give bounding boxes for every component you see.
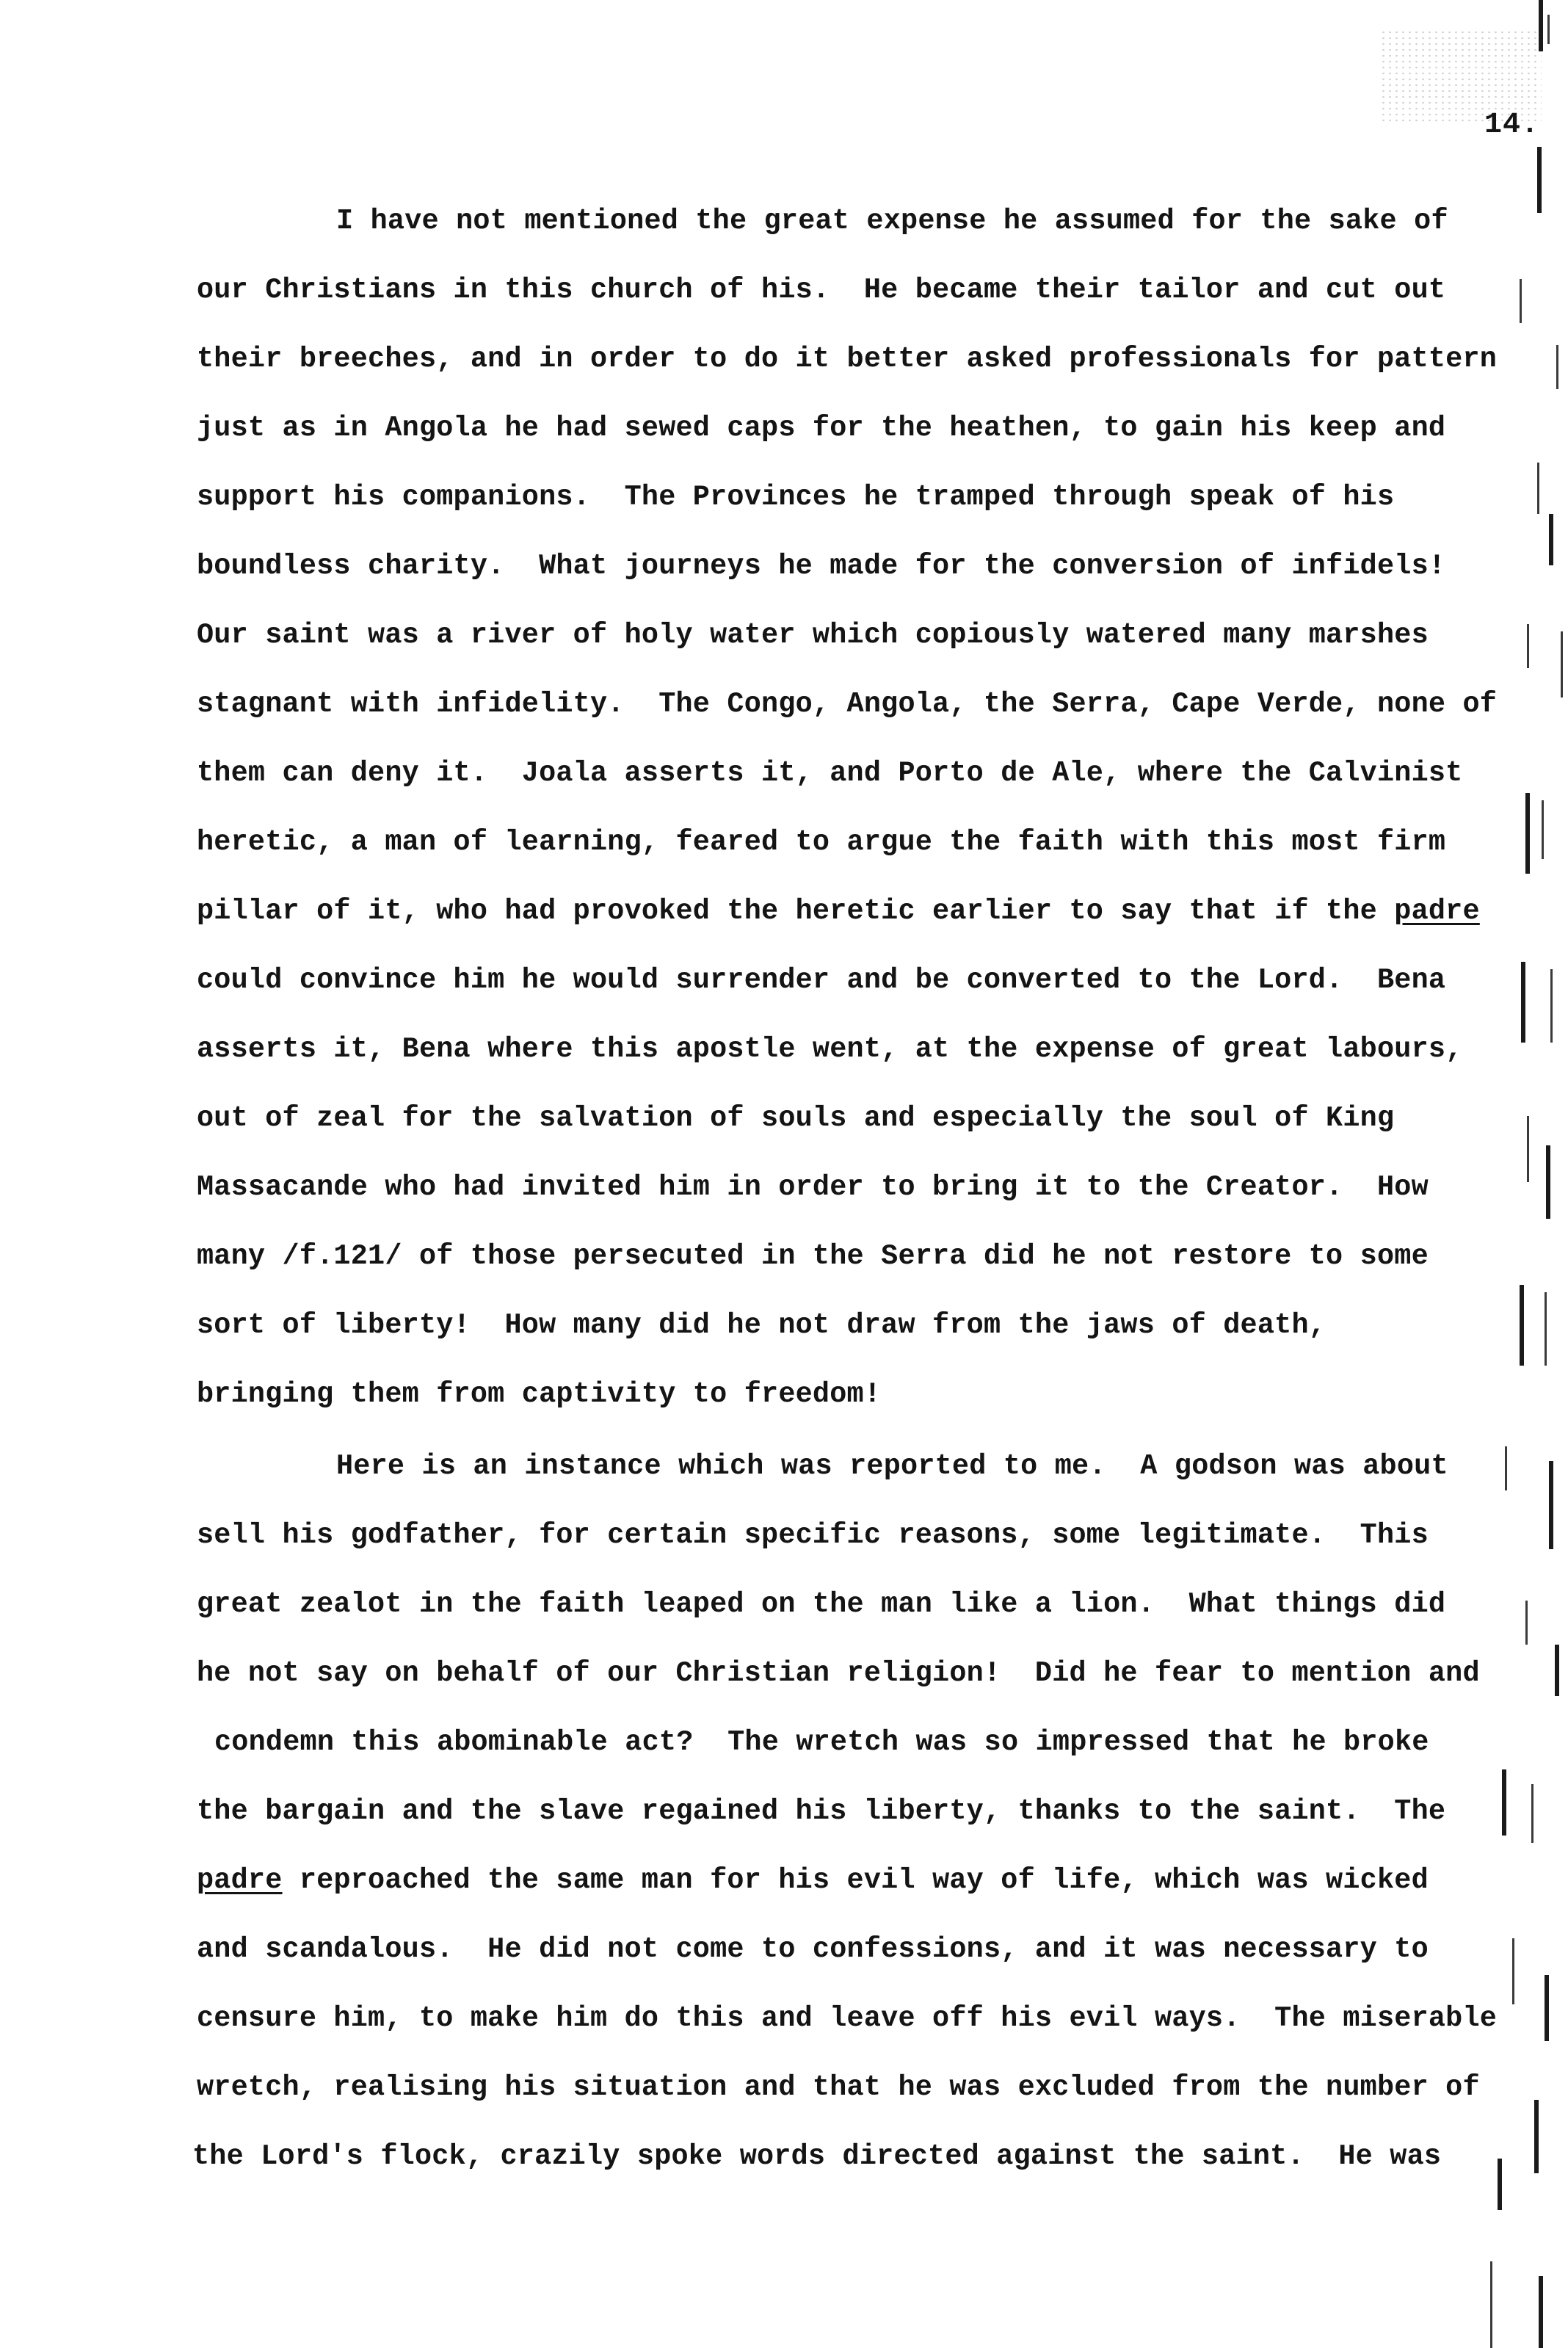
text-line: Massacande who had invited him in order to bring it to the Creator. How: [197, 1171, 1429, 1203]
scan-mark: [1555, 1645, 1559, 1696]
text-line: Our saint was a river of holy water which copiously watered many marshes: [197, 619, 1429, 651]
scan-mark: [1549, 1461, 1553, 1549]
scan-mark: [1539, 0, 1543, 51]
text-line: I have not mentioned the great expense he assumed for the sake of: [336, 205, 1448, 237]
scan-mark: [1537, 147, 1542, 213]
text-line: boundless charity. What journeys he made for the conversion of infidels!: [197, 550, 1446, 582]
scan-mark: [1502, 1769, 1506, 1836]
scan-mark: [1561, 631, 1563, 697]
text-line: just as in Angola he had sewed caps for the heathen, to gain his keep and: [197, 412, 1446, 444]
scan-mark: [1490, 2261, 1492, 2348]
scan-mark: [1539, 2276, 1543, 2348]
text-line: asserts it, Bena where this apostle went, at the expense of great labours,: [197, 1033, 1463, 1065]
scan-mark: [1527, 1116, 1529, 1182]
scan-mark: [1520, 279, 1522, 323]
text-line: out of zeal for the salvation of souls and especially the soul of King: [197, 1102, 1395, 1134]
text-line: great zealot in the faith leaped on the man like a lion. What things did: [197, 1588, 1446, 1620]
text-line: the Lord's flock, crazily spoke words directed against the saint. He was: [192, 2140, 1442, 2173]
scan-mark: [1498, 2159, 1502, 2210]
text-line: their breeches, and in order to do it better asked professionals for pattern: [197, 343, 1498, 375]
text-line: them can deny it. Joala asserts it, and Porto de Ale, where the Calvinist: [197, 757, 1463, 789]
scan-mark: [1542, 800, 1544, 859]
scan-mark: [1512, 1938, 1514, 2004]
text-line: bringing them from captivity to freedom!: [197, 1378, 882, 1410]
text-line: he not say on behalf of our Christian religion! Did he fear to mention and: [197, 1657, 1480, 1689]
page-number: 14.: [1484, 109, 1540, 142]
scan-mark: [1547, 15, 1550, 44]
text-line: condemn this abominable act? The wretch was so impressed that he broke: [214, 1726, 1429, 1758]
scan-mark: [1525, 1601, 1528, 1645]
scan-mark: [1537, 463, 1539, 514]
scan-mark: [1520, 1285, 1524, 1366]
scan-mark: [1527, 624, 1529, 668]
text-line: heretic, a man of learning, feared to argue the faith with this most firm: [197, 826, 1446, 858]
scan-mark: [1546, 1145, 1550, 1219]
text-line: padre reproached the same man for his evil way of life, which was wicked: [197, 1864, 1429, 1896]
text-line: and scandalous. He did not come to confessions, and it was necessary to: [197, 1933, 1429, 1965]
text-line: sort of liberty! How many did he not draw from the jaws of death,: [197, 1309, 1326, 1341]
scan-mark: [1549, 514, 1553, 565]
scan-mark: [1521, 962, 1525, 1043]
text-line: support his companions. The Provinces he tramped through speak of his: [197, 481, 1395, 513]
text-line: Here is an instance which was reported to me. A godson was about: [336, 1450, 1448, 1482]
text-line: many /f.121/ of those persecuted in the Serra did he not restore to some: [197, 1240, 1429, 1272]
scan-mark: [1550, 969, 1553, 1043]
scan-mark: [1545, 1975, 1549, 2041]
text-line: stagnant with infidelity. The Congo, Angola, the Serra, Cape Verde, none of: [197, 688, 1498, 720]
text-line: our Christians in this church of his. He became their tailor and cut out: [197, 274, 1446, 306]
text-line: wretch, realising his situation and that he was excluded from the number of: [197, 2071, 1480, 2104]
scan-mark: [1534, 2100, 1539, 2173]
scan-mark: [1545, 1292, 1547, 1366]
text-line: censure him, to make him do this and leave off his evil ways. The miserable: [197, 2002, 1498, 2034]
text-line: the bargain and the slave regained his liberty, thanks to the saint. The: [197, 1795, 1446, 1827]
scan-mark: [1525, 793, 1530, 874]
scan-mark: [1556, 345, 1558, 389]
text-line: pillar of it, who had provoked the heretic earlier to say that if the padre: [197, 895, 1480, 927]
scan-mark: [1531, 1784, 1533, 1843]
text-line: sell his godfather, for certain specific reasons, some legitimate. This: [197, 1519, 1429, 1551]
text-line: could convince him he would surrender and be converted to the Lord. Bena: [197, 964, 1446, 996]
scan-mark: [1505, 1446, 1507, 1490]
